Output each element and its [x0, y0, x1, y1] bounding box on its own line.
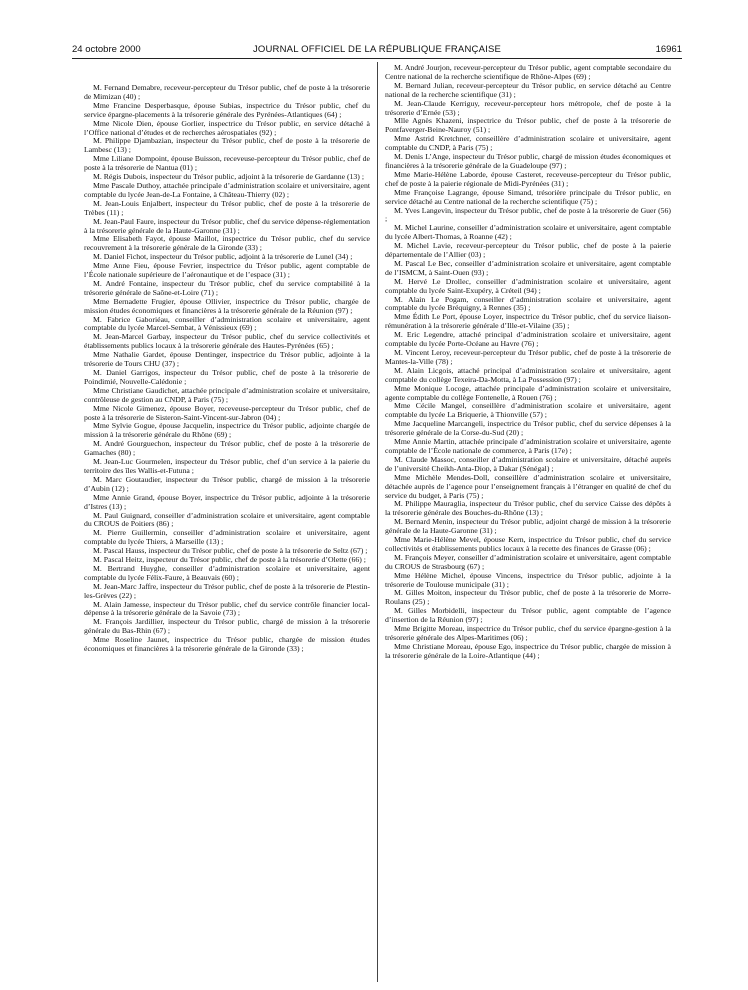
appointment-entry: Mme Françoise Lagrange, épouse Simand, trésorière principale du Trésor public, en service détaché au Centre national de la recherche scientifique (75) ; [385, 187, 671, 206]
appointment-entry: Mme Astrid Kretchner, conseillère d’administration scolaire et universitaire, agent comptable du CNDP, à Paris (75) ; [385, 134, 671, 153]
appointment-entry: M. Alain Licgois, attaché principal d’administration scolaire et universitaire, agent comptable du collège Texeira-Da-Motta, à La Possession (97) ; [385, 365, 671, 384]
appointment-entry: Mlle Agnès Khazeni, inspectrice du Trésor public, chef de poste à la trésorerie de Pontfaverger-Beine-Nauroy (51) ; [385, 116, 671, 135]
header-rule [72, 58, 682, 59]
appointment-entry: M. André Jourjon, receveur-percepteur du Trésor public, agent comptable secondaire du Centre national de la recherche scientifique de Rhône-Alpes (69) ; [385, 63, 671, 81]
appointment-entry: M. Jean-Louis Enjalbert, inspecteur du Trésor public, chef de poste à la trésorerie de Trèbes (11) ; [84, 198, 370, 217]
appointment-entry: M. Paul Guignard, conseiller d’administration scolaire et universitaire, agent comptable du CROUS de Poitiers (86) ; [84, 510, 370, 529]
journal-title: JOURNAL OFFICIEL DE LA RÉPUBLIQUE FRANÇAISE [252, 44, 502, 55]
appointment-entry: Mme Elisabeth Fayot, épouse Maillot, inspectrice du Trésor public, chef du service recouvrement à la trésorerie générale de la Gironde (33) ; [84, 234, 370, 253]
appointment-entry: Mme Bernadette Frugier, épouse Ollivier, inspectrice du Trésor public, chargée de mission études économiques et financières à la trésorerie générale de la Réunion (97) ; [84, 296, 370, 315]
appointment-entry: Mme Christiane Gaudichet, attachée principale d’administration scolaire et universitaire, contrôleuse de gestion au CNDP, à Paris (75) ; [84, 385, 370, 404]
appointment-entry: Mme Hélène Michel, épouse Vincens, inspectrice du Trésor public, adjointe à la trésorerie de Toulouse municipale (31) ; [385, 570, 671, 589]
appointment-entry: M. Jean-Marc Jaffre, inspecteur du Trésor public, chef de poste à la trésorerie de Plestin-les-Grèves (22) ; [84, 581, 370, 600]
appointment-entry: M. Jean-Claude Kerriguy, receveur-percepteur hors métropole, chef de poste à la trésorerie d’Ernée (53) ; [385, 98, 671, 117]
right-column [385, 64, 671, 661]
page-header [72, 44, 682, 58]
appointment-entry: M. Jean-Luc Gourmelen, inspecteur du Trésor public, chef d’un service à la paierie du territoire des îles Wallis-et-Futuna ; [84, 457, 370, 475]
appointment-entry: M. Bertrand Huyghe, conseiller d’administration scolaire et universitaire, agent comptable du lycée Félix-Faure, à Beauvais (60) ; [84, 563, 370, 582]
appointment-entry: Mme Nicole Gimenez, épouse Boyer, receveuse-percepteur du Trésor public, chef de poste à la trésorerie de Sisteron-Saint-Vincent-sur-Jabron (04) ; [84, 403, 370, 422]
appointment-entry: M. Jean-Paul Faure, inspecteur du Trésor public, chef du service dépense-réglementation à la trésorerie générale de la Haute-Garonne (31) ; [84, 216, 370, 235]
appointment-entry: Mme Marie-Hélène Mevel, épouse Kern, inspectrice du Trésor public, chef du service collectivités et établissements publics locaux à la recette des finances de Grasse (06) ; [385, 535, 671, 553]
appointment-entry: Mme Annie Martin, attachée principale d’administration scolaire et universitaire, agente comptable de l’École nationale de commerce, à Paris (17e) ; [385, 437, 671, 455]
appointment-entry: M. François Jardillier, inspecteur du Trésor public, chargé de mission à la trésorerie générale du Bas-Rhin (67) ; [84, 617, 370, 636]
appointment-entry: Mme Michèle Mendes-Doll, conseillère d’administration scolaire et universitaire, détachée auprès de l’agence pour l’enseignement français à l’étranger en qualité de chef du service du budget, à Paris (75) ; [385, 472, 671, 500]
appointment-entry: M. Marc Goutaudier, inspecteur du Trésor public, chargé de mission à la trésorerie d’Aubin (12) ; [84, 474, 370, 493]
appointment-entry: Mme Cécile Mangel, conseillère d’administration scolaire et universitaire, agent comptable du lycée La Briquerie, à Thionville (57) ; [385, 401, 671, 420]
appointment-entry: M. Claude Massoc, conseiller d’administration scolaire et universitaire, détaché auprès de l’université Cheikh-Anta-Diop, à Dakar (Sénégal) ; [385, 454, 671, 473]
appointment-entry: M. Yves Langevin, inspecteur du Trésor public, chef de poste à la trésorerie de Guer (56) ; [385, 205, 671, 224]
appointment-entry: M. Daniel Fichot, inspecteur du Trésor public, adjoint à la trésorerie de Lunel (34) ; [93, 252, 353, 262]
appointment-entry: Mme Jacqueline Marcangeli, inspectrice du Trésor public, chef du service dépenses à la trésorerie générale de la Corse-du-Sud (20) ; [385, 419, 671, 438]
appointment-entry: Mme Francine Desperbasque, épouse Subias, inspectrice du Trésor public, chef du service épargne-placements à la trésorerie générale des Pyrénées-Atlantiques (64) ; [84, 100, 370, 119]
appointment-entry: M. Alain Jamesse, inspecteur du Trésor public, chef du service contrôle financier local-dépense à la trésorerie générale de la Savoie (73) ; [84, 599, 370, 618]
left-column [84, 84, 370, 654]
appointment-entry: M. Pascal Hauss, inspecteur du Trésor public, chef de poste à la trésorerie de Seltz (67) ; [93, 546, 368, 556]
appointment-entry: M. André Gourguechon, inspecteur du Trésor public, chef de poste à la trésorerie de Gamaches (80) ; [84, 439, 370, 458]
appointment-entry: Mme Marie-Hélène Laborde, épouse Casteret, receveuse-percepteur du Trésor public, chef de poste à la paierie régionale de Midi-Pyrénées (31) ; [385, 169, 671, 188]
appointment-entry: M. Bernard Menin, inspecteur du Trésor public, adjoint chargé de mission à la trésorerie générale de la Haute-Garonne (31) ; [385, 517, 671, 536]
appointment-entry: M. Jean-Marcel Garbay, inspecteur du Trésor public, chef du service collectivités et établissements publics locaux à la trésorerie générale des Hautes-Pyrénées (65) ; [84, 332, 370, 351]
appointment-entry: M. Michel Laurine, conseiller d’administration scolaire et universitaire, agent comptable du lycée Albert-Thomas, à Roanne (42) ; [385, 223, 671, 242]
appointment-entry: Mme Anne Fieu, épouse Fevrier, inspectrice du Trésor public, agent comptable de l’École nationale supérieure de l’aéronautique et de l’espace (31) ; [84, 261, 370, 280]
appointment-entry: M. Alain Le Pogam, conseiller d’administration scolaire et universitaire, agent comptable du lycée Bréquigny, à Rennes (35) ; [385, 294, 671, 313]
appointment-entry: M. Gilles Moiton, inspecteur du Trésor public, chef de poste à la trésorerie de Morre-Roulans (25) ; [385, 588, 671, 607]
appointment-entry: M. André Fontaine, inspecteur du Trésor public, chef du service comptabilité à la trésorerie générale de Saône-et-Loire (71) ; [84, 278, 370, 297]
appointment-entry: M. Gilles Morbidelli, inspecteur du Trésor public, agent comptable de l’agence d’insertion de la Réunion (97) ; [385, 606, 671, 625]
appointment-entry: M. Bernard Julian, receveur-percepteur du Trésor public, en service détaché au Centre national de la recherche scientifique (31) ; [385, 80, 671, 99]
appointment-entry: Mme Nathalie Gardet, épouse Dentinger, inspectrice du Trésor public, adjointe à la trésorerie de Tours CHU (37) ; [84, 350, 370, 369]
appointment-entry: M. Michel Lavie, receveur-percepteur du Trésor public, chef de poste à la paierie départementale de l’Allier (03) ; [385, 241, 671, 260]
appointment-entry: M. Pierre Guillermin, conseiller d’administration scolaire et universitaire, agent comptable du lycée Thiers, à Marseille (13) ; [84, 528, 370, 547]
appointment-entry: M. François Meyer, conseiller d’administration scolaire et universitaire, agent comptable du CROUS de Strasbourg (67) ; [385, 552, 671, 571]
appointment-entry: M. Eric Legendre, attaché principal d’administration scolaire et universitaire, agent comptable du lycée Porte-Océane au Havre (76) ; [385, 330, 671, 349]
appointment-entry: Mme Annie Grand, épouse Boyer, inspectrice du Trésor public, adjointe à la trésorerie d’Istres (13) ; [84, 492, 370, 511]
appointment-entry: M. Pascal Heitz, inspecteur du Trésor public, chef de poste à la trésorerie d’Olette (66) ; [93, 555, 366, 565]
appointment-entry: Mme Christiane Moreau, épouse Ego, inspectrice du Trésor public, chargée de mission à la trésorerie générale de la Loire-Atlantique (44) ; [385, 641, 671, 660]
appointment-entry: Mme Pascale Duthoy, attachée principale d’administration scolaire et universitaire, agent comptable du lycée Jean-de-La Fontaine, à Château-Thierry (02) ; [84, 180, 370, 199]
appointment-entry: M. Denis L’Ange, inspecteur du Trésor public, chargé de mission études économiques et financières à la trésorerie générale de la Guadeloupe (97) ; [385, 152, 671, 170]
appointment-entry: Mme Sylvie Gogue, épouse Jacquelin, inspectrice du Trésor public, adjointe chargée de mission à la trésorerie générale du Rhône (69) ; [84, 421, 370, 440]
column-divider [377, 62, 378, 982]
appointment-entry: Mme Liliane Dompoint, épouse Buisson, receveuse-percepteur du Trésor public, chef de poste à la trésorerie de Nantua (01) ; [84, 154, 370, 173]
appointment-entry: M. Philippe Mauraglia, inspecteur du Trésor public, chef du service Caisse des dépôts à la trésorerie générale des Bouches-du-Rhône (13) ; [385, 499, 671, 518]
appointment-entry: Mme Édith Le Port, épouse Loyer, inspectrice du Trésor public, chef du service liaison-rémunération à la trésorerie générale d’Ille-et-Vilaine (35) ; [385, 312, 671, 331]
appointment-entry: M. Fernand Demabre, receveur-percepteur du Trésor public, chef de poste à la trésorerie de Mimizan (40) ; [84, 83, 370, 101]
appointment-entry: M. Daniel Garrigos, inspecteur du Trésor public, chef de poste à la trésorerie de Poindimié, Nouvelle-Calédonie ; [84, 368, 370, 386]
appointment-entry: Mme Roseline Jaunet, inspectrice du Trésor public, chargée de mission études économiques et financières à la trésorerie générale de la Gironde (33) ; [84, 635, 370, 654]
appointment-entry: M. Fabrice Gaboriéau, conseiller d’administration scolaire et universitaire, agent comptable du lycée Marcel-Sembat, à Vénissieux (69) ; [84, 314, 370, 333]
appointment-entry: M. Pascal Le Bec, conseiller d’administration scolaire et universitaire, agent comptable de l’ISMCM, à Saint-Ouen (93) ; [385, 258, 671, 277]
issue-date: 24 octobre 2000 [72, 44, 141, 55]
appointment-entry: M. Philippe Djambazian, inspecteur du Trésor public, chef de poste à la trésorerie de Lambesc (13) ; [84, 136, 370, 155]
appointment-entry: Mme Monique Locoge, attachée principale d’administration scolaire et universitaire, agente comptable du collège Fontenelle, à Rouen (76) ; [385, 383, 671, 402]
appointment-entry: Mme Nicole Dien, épouse Gorlier, inspectrice du Trésor public, en service détaché à l’Office national d’études et de recherches aérospatiales (92) ; [84, 118, 370, 137]
appointment-entry: M. Hervé Le Drollec, conseiller d’administration scolaire et universitaire, agent comptable du lycée Saint-Exupéry, à Créteil (94) ; [385, 276, 671, 295]
appointment-entry: M. Vincent Leroy, receveur-percepteur du Trésor public, chef de poste à la trésorerie de Mantes-la-Ville (78) ; [385, 348, 671, 366]
appointment-entry: M. Régis Dubois, inspecteur du Trésor public, adjoint à la trésorerie de Gardanne (13) ; [93, 172, 364, 182]
appointment-entry: Mme Brigitte Moreau, inspectrice du Trésor public, chef du service épargne-gestion à la trésorerie générale des Alpes-Maritimes (06) ; [385, 624, 671, 642]
page-number: 16961 [655, 44, 682, 55]
